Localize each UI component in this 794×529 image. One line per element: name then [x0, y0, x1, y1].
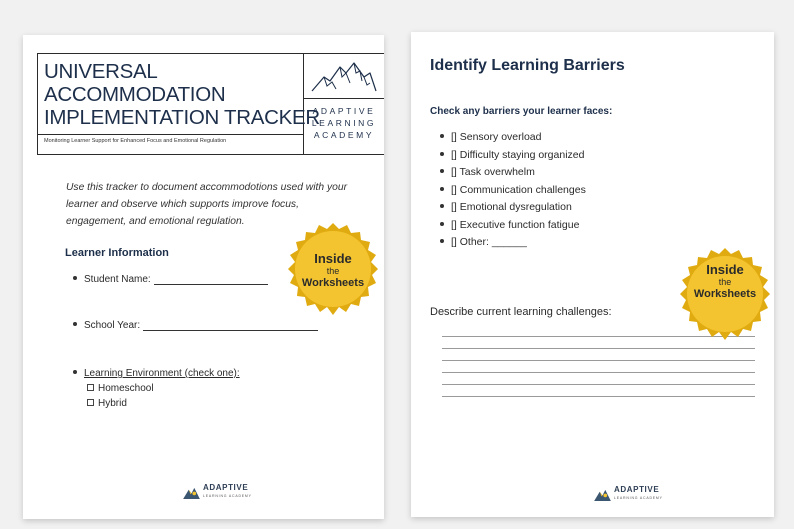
mountain-logo-icon [310, 59, 378, 93]
barrier-item[interactable] [440, 149, 584, 161]
page-title: Identify Learning Barriers [430, 57, 625, 74]
seal-line: Inside [706, 262, 744, 277]
footer-logo [183, 484, 252, 500]
student-name-field[interactable] [73, 274, 268, 285]
barrier-item[interactable] [440, 236, 527, 248]
divider [38, 134, 303, 135]
blank-line[interactable] [154, 275, 268, 285]
writing-line[interactable] [442, 384, 755, 385]
option-hybrid[interactable] [87, 398, 127, 409]
barrier-label: [] Emotional dysregulation [451, 201, 572, 213]
section-heading: Learner Information [65, 247, 169, 259]
mountain-emblem-icon [183, 486, 200, 499]
title-line: ACCOMMODATION [44, 83, 226, 106]
school-year-field[interactable] [73, 320, 318, 331]
blank-line[interactable] [143, 321, 318, 331]
field-label: Learning Environment (check one): [84, 368, 240, 379]
seal-line: the [718, 277, 732, 287]
divider [304, 98, 384, 99]
logo-line: ACADEMY [313, 130, 375, 140]
barrier-label: [] Communication challenges [451, 184, 586, 196]
footer-brand: ADAPTIVE [614, 485, 660, 494]
academy-logo-text [306, 105, 382, 141]
checkbox-icon[interactable] [87, 384, 94, 391]
describe-label: Describe current learning challenges: [430, 306, 612, 318]
footer-logo [594, 486, 663, 502]
barrier-item[interactable] [440, 219, 579, 231]
barrier-label: [] Difficulty staying organized [451, 149, 585, 161]
footer-tagline: LEARNING ACADEMY [614, 496, 663, 500]
option-homeschool[interactable] [87, 383, 154, 394]
option-label: Hybrid [98, 398, 127, 409]
barrier-label: [] Executive function fatigue [451, 219, 580, 231]
inside-worksheets-seal [283, 221, 383, 321]
writing-line[interactable] [442, 372, 755, 373]
title-line: IMPLEMENTATION TRACKER [44, 106, 320, 129]
writing-line[interactable] [442, 348, 755, 349]
bullet-icon [440, 239, 444, 243]
seal-line: Worksheets [693, 288, 757, 300]
bullet-icon [440, 134, 444, 138]
barrier-item[interactable] [440, 131, 541, 143]
environment-field [73, 368, 240, 379]
footer-brand: ADAPTIVE [203, 483, 249, 492]
logo-line: ADAPTIVE [312, 106, 376, 116]
bullet-icon [440, 204, 444, 208]
writing-line[interactable] [442, 360, 755, 361]
barrier-label: [] Other: ______ [451, 236, 527, 248]
page-subtitle: Monitoring Learner Support for Enhanced Focus and Emotional Regulation [44, 138, 227, 144]
checkbox-icon[interactable] [87, 399, 94, 406]
barrier-item[interactable] [440, 201, 572, 213]
title-box [37, 53, 320, 155]
bullet-icon [440, 187, 444, 191]
barrier-item[interactable] [440, 184, 586, 196]
bullet-icon [73, 322, 77, 326]
inside-worksheets-seal [675, 246, 775, 346]
barrier-item[interactable] [440, 166, 535, 178]
bullet-icon [73, 276, 77, 280]
seal-line: Inside [314, 251, 352, 266]
page-subtitle: Check any barriers your learner faces: [430, 106, 613, 117]
intro-text: Use this tracker to document accommodotions used with your learner and observe which supports improve focus, engagement, and emotional regulation. [66, 182, 348, 227]
field-label: Student Name: [84, 274, 151, 285]
bullet-icon [73, 370, 77, 374]
option-label: Homeschool [98, 383, 154, 394]
footer-tagline: LEARNING ACADEMY [203, 494, 252, 498]
field-label: School Year: [84, 320, 141, 331]
mountain-emblem-icon [594, 488, 611, 501]
writing-line[interactable] [442, 396, 755, 397]
page-title [44, 60, 320, 129]
barrier-label: [] Sensory overload [451, 131, 542, 143]
seal-line: Worksheets [301, 277, 365, 289]
bullet-icon [440, 222, 444, 226]
logo-line: LEARNING [311, 118, 377, 128]
barrier-label: [] Task overwhelm [451, 166, 535, 178]
seal-line: the [326, 266, 340, 276]
bullet-icon [440, 152, 444, 156]
bullet-icon [440, 169, 444, 173]
logo-box [304, 53, 384, 155]
title-line: UNIVERSAL [44, 60, 158, 83]
